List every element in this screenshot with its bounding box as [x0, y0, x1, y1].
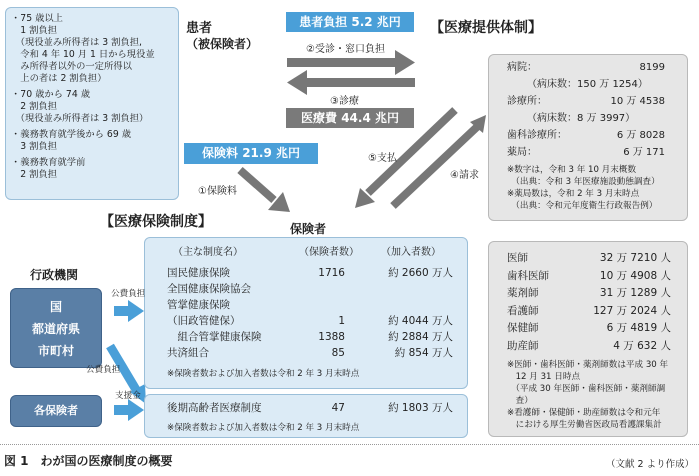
staff-row-label: 看護師	[507, 304, 539, 317]
provider-row-value: 10 万 4538	[610, 96, 665, 107]
staff-note: ※看護師・保健師・助産師数は令和元年	[507, 408, 661, 418]
staff-row-label: 薬剤師	[507, 287, 539, 299]
flow-treatment-label: ③診療	[330, 96, 359, 107]
table-row-name: 管掌健康保険	[167, 299, 230, 311]
caption-divider	[0, 444, 699, 445]
staff-row-value: 4 万 632 人	[613, 339, 671, 352]
table-row-count	[295, 297, 345, 313]
patient-sublabel: （被保険者）	[186, 37, 259, 51]
elderly-system-name: 後期高齢者医療制度	[167, 402, 262, 414]
elderly-system-members: 約 1803 万人	[388, 402, 453, 414]
late-elderly-system-box	[144, 394, 468, 438]
note-line: （現役並み所得者は 3 割負担）	[11, 113, 149, 124]
table-row-members: 約 4044 万人	[388, 315, 453, 327]
table-row-members	[363, 297, 453, 313]
staff-note: （平成 30 年医師・歯科医師・薬剤師調	[507, 384, 666, 394]
staff-row-value: 31 万 1289 人	[599, 287, 671, 299]
arrow-premium	[240, 170, 290, 212]
table-row-name: 組合管掌健康保険	[167, 331, 262, 343]
table-row-count: 1716	[318, 267, 345, 279]
admin-line: 市町村	[37, 344, 74, 358]
copayment-notes-box	[5, 7, 179, 200]
staff-row-value: 6 万 4819 人	[606, 322, 671, 334]
staff-row-label: 歯科医師	[507, 269, 549, 282]
patient-label: 患者	[186, 21, 213, 36]
patient-burden-label: 患者負担 5.2 兆円	[286, 12, 414, 32]
public-cost-label: 公費負担	[111, 289, 146, 299]
provider-row-label: 病院：	[507, 62, 537, 73]
staff-row-value: 10 万 4908 人	[599, 269, 671, 282]
table-row-name: 国民健康保険	[167, 267, 230, 279]
table-row-members: 約 854 万人	[394, 347, 453, 359]
staff-stats-box	[488, 241, 688, 437]
staff-row-label: 助産師	[507, 339, 539, 352]
staff-row-value: 127 万 2024 人	[593, 304, 671, 317]
medical-cost-label: 医療費 44.4 兆円	[286, 108, 414, 128]
admin-agencies-box	[10, 288, 102, 368]
table-row-name: （旧政管健保）	[167, 315, 241, 327]
table-row-name: 共済組合	[167, 347, 209, 359]
insurance-system-table	[144, 237, 468, 389]
flow-claim-label: ④請求	[450, 170, 479, 181]
flow-consult-label: ②受診・窓口負担	[306, 44, 385, 55]
table-row-members	[363, 281, 453, 297]
table-row-count: 85	[331, 347, 345, 359]
staff-note: における厚生労働省医政局看護課集計	[507, 420, 662, 430]
staff-note: 12 月 31 日時点	[507, 372, 581, 382]
public-cost-label: 公費負担	[86, 365, 121, 375]
table-row-count: 1	[338, 315, 345, 327]
provider-title: 【医療提供体制】	[430, 20, 542, 36]
provider-note: （出典：令和 3 年医療施設動態調査）	[507, 177, 660, 187]
table-note: ※保険者数および加入者数は令和 2 年 3 月末時点	[167, 369, 360, 379]
staff-note: ※医師・歯科医師・薬剤師数は平成 30 年	[507, 360, 669, 370]
arrow-support	[114, 399, 144, 421]
admin-title: 行政機関	[30, 268, 79, 282]
flow-premium-label: ①保険料	[198, 186, 237, 197]
premium-label: 保険料 21.9 兆円	[184, 143, 318, 164]
note-line: 2 割負担	[11, 169, 58, 180]
arrow-public-cost-1	[114, 300, 144, 322]
note-line: ・75 歳以上	[11, 13, 63, 24]
flow-payment-label: ⑤支払	[368, 153, 397, 164]
provider-row-label: 薬局：	[507, 147, 537, 158]
note-line: 3 割負担	[11, 141, 58, 152]
provider-note: ※数字は，令和 3 年 10 月末概数	[507, 165, 637, 175]
provider-row-label: （病床数：8 万 3997）	[527, 113, 636, 124]
admin-line: 都道府県	[31, 322, 80, 336]
note-line: ・70 歳から 74 歳	[11, 89, 91, 100]
table-row-count	[295, 281, 345, 297]
provider-note: （出典：令和元年度衛生行政報告例）	[507, 201, 658, 211]
provider-row-value: 6 万 171	[623, 147, 665, 158]
note-line: ・義務教育就学前	[11, 157, 86, 168]
table-header-members: （加入者数）	[381, 247, 441, 258]
provider-row-value: 8199	[639, 62, 665, 73]
note-line: 1 割負担	[11, 25, 58, 36]
staff-row-value: 32 万 7210 人	[599, 252, 671, 264]
provider-note: ※薬局数は，令和 2 年 3 月末時点	[507, 189, 640, 199]
staff-row-label: 医師	[507, 252, 528, 264]
note-line: ・義務教育就学後から 69 歳	[11, 129, 132, 140]
note-line: 令和 4 年 10 月 1 日から現役並	[11, 49, 155, 60]
support-label: 支援金	[115, 391, 141, 401]
note-line: 上の者は 2 割負担）	[11, 73, 107, 84]
provider-row-label: （病床数：150 万 1254）	[527, 79, 648, 90]
insurers-each-box	[10, 395, 102, 427]
provider-stats-box	[488, 54, 688, 221]
admin-line: 国	[49, 300, 62, 314]
elderly-system-count: 47	[331, 402, 345, 414]
insurers-each-label: 各保険者	[34, 404, 78, 417]
staff-note: 査）	[507, 396, 533, 406]
table-header-name: （主な制度名）	[173, 247, 243, 258]
table-row-count: 1388	[318, 331, 345, 343]
figure-source: （文献 2 より作成）	[606, 459, 695, 470]
insurer-label: 保険者	[290, 222, 327, 236]
insurance-title: 【医療保険制度】	[100, 214, 212, 230]
provider-row-label: 診療所：	[507, 96, 547, 107]
table-row-members: 約 2660 万人	[388, 267, 453, 279]
elderly-system-note: ※保険者数および加入者数は令和 2 年 3 月末時点	[167, 423, 360, 433]
note-line: 2 割負担	[11, 101, 58, 112]
figure-caption: 図 1 わが国の医療制度の概要	[4, 454, 173, 468]
table-row-members: 約 2884 万人	[388, 331, 453, 343]
provider-row-value: 6 万 8028	[616, 130, 665, 141]
note-line: み所得者以外の一定所得以	[11, 61, 132, 72]
table-header-count: （保険者数）	[299, 247, 359, 258]
staff-row-label: 保健師	[507, 322, 539, 334]
table-row-name: 全国健康保険協会	[167, 283, 251, 295]
provider-row-label: 歯科診療所：	[507, 130, 567, 141]
note-line: （現役並み所得者は 3 割負担,	[11, 37, 142, 48]
